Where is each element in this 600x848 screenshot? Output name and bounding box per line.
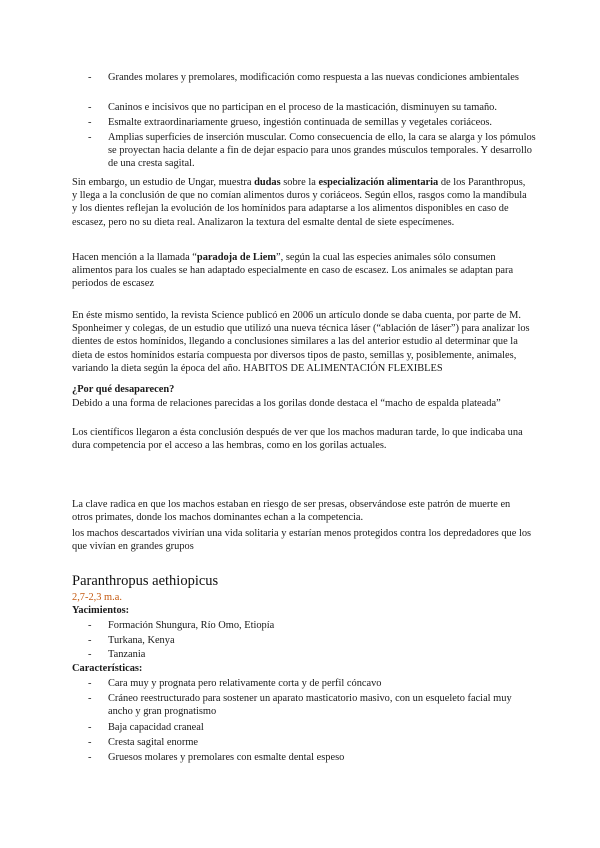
site-text: Turkana, Kenya bbox=[108, 635, 175, 646]
species-age: 2,7-2,3 m.a. bbox=[72, 592, 122, 603]
bold-especializacion: especialización alimentaria bbox=[318, 177, 439, 188]
site-text: Tanzania bbox=[108, 649, 146, 660]
trait-text: Cara muy y prognata pero relativamente corta y de perfil cóncavo bbox=[108, 678, 382, 689]
list-item bbox=[88, 736, 536, 749]
list-item bbox=[88, 116, 536, 129]
list-item bbox=[88, 71, 536, 84]
list-dash: - bbox=[88, 72, 92, 83]
traits-heading: Características: bbox=[72, 663, 143, 674]
list-dash: - bbox=[88, 722, 92, 733]
list-item bbox=[88, 648, 536, 661]
list-dash: - bbox=[88, 752, 92, 763]
list-dash: - bbox=[88, 102, 92, 113]
list-item bbox=[88, 677, 536, 690]
list-dash: - bbox=[88, 132, 92, 143]
list-dash: - bbox=[88, 649, 92, 660]
list-dash: - bbox=[88, 635, 92, 646]
trait-text: Baja capacidad craneal bbox=[108, 722, 204, 733]
list-dash: - bbox=[88, 620, 92, 631]
paragraph-ungar-study: Sin embargo, un estudio de Ungar, muestra dudas sobre la especialización alimentaria de los Paranthropus, y llega a la conclusión de que no comían alimentos duros y coriáceos. Según ellos, rasgos como la mandíbula y los dientes reflejan la evolución de los homínidos para adaptarse a los alimentos disponibles en caso de escasez, pero no su dieta real. Analizaron la textura del esmalte dental de siete especímenes. bbox=[72, 177, 527, 228]
list-item-text: Grandes molares y premolares, modificación como respuesta a las nuevas condiciones ambientales bbox=[108, 72, 519, 83]
species-title: Paranthropus aethiopicus bbox=[72, 573, 219, 589]
sites-heading: Yacimientos: bbox=[72, 605, 130, 616]
why-disappear-heading: ¿Por qué desaparecen? bbox=[72, 384, 175, 395]
list-item bbox=[88, 751, 536, 764]
list-item bbox=[88, 692, 536, 718]
paragraph-key-predation: La clave radica en que los machos estaban en riesgo de ser presas, observándose este patrón de muerte en otros primates, donde los machos dominantes echan a la competencia. bbox=[72, 499, 511, 524]
trait-text: Cráneo reestructurado para sostener un aparato masticatorio masivo, con un esqueleto facial muy ancho y gran prognatismo bbox=[108, 693, 512, 718]
list-item bbox=[88, 634, 536, 647]
bold-dudas: dudas bbox=[254, 177, 281, 188]
bold-paradoja-de-liem: paradoja de Liem bbox=[196, 252, 277, 263]
list-item bbox=[88, 101, 536, 114]
list-dash: - bbox=[88, 678, 92, 689]
paragraph-science-2006: En éste mismo sentido, la revista Science publicó en 2006 un artículo donde se daba cuenta, por parte de M. Sponheimer y colegas, de un estudio que utilizó una nueva técnica láser (“ablación de láser”) para analizar los dientes de estos homínidos, llegando a conclusiones similares a las del anterior estudio al determinar que la dieta de estos homínidos estaría compuesta por diversos tipos de pasto, semillas y, posiblemente, animales, variando la dieta según la época del año. HABITOS DE ALIMENTACIÓN FLEXIBLES bbox=[72, 310, 530, 374]
list-dash: - bbox=[88, 117, 92, 128]
list-item bbox=[88, 721, 536, 734]
list-item bbox=[88, 131, 536, 171]
site-text: Formación Shungura, Río Omo, Etiopía bbox=[108, 620, 275, 631]
trait-text: Cresta sagital enorme bbox=[108, 737, 199, 748]
paragraph-liem-paradox: Hacen mención a la llamada “paradoja de Liem”, según la cual las especies animales sólo consumen alimentos para los cuales se han adaptado especialmente en caso de escasez. Los animales se adaptan para periodos de escasez bbox=[72, 252, 514, 290]
trait-text: Gruesos molares y premolares con esmalte dental espeso bbox=[108, 752, 345, 763]
list-item bbox=[88, 619, 536, 632]
list-dash: - bbox=[88, 693, 92, 704]
paragraph-discarded-males: los machos descartados vivirían una vida solitaria y estarían menos protegidos contra los depredadores que los que vivían en grandes grupos bbox=[72, 528, 532, 553]
paragraph-silverback: Debido a una forma de relaciones parecidas a los gorilas donde destaca el “macho de espalda plateada” bbox=[72, 398, 501, 409]
list-item-text: Esmalte extraordinariamente grueso, ingestión continuada de semillas y vegetales coriáceos. bbox=[108, 117, 493, 128]
list-item-text: Caninos e incisivos que no participan en el proceso de la masticación, disminuyen su tamaño. bbox=[108, 102, 497, 113]
paragraph-scientists: Los científicos llegaron a ésta conclusión después de ver que los machos maduran tarde, lo que indicaba una dura competencia por el acceso a las hembras, como en los gorilas actuales. bbox=[72, 427, 523, 452]
list-dash: - bbox=[88, 737, 92, 748]
list-item-text: Amplias superficies de inserción muscular. Como consecuencia de ello, la cara se alarga y los pómulos se proyectan hacia delante a fin de dejar espacio para unos grandes músculos temporales. Y desarrollo de una cresta sagital. bbox=[108, 132, 536, 170]
